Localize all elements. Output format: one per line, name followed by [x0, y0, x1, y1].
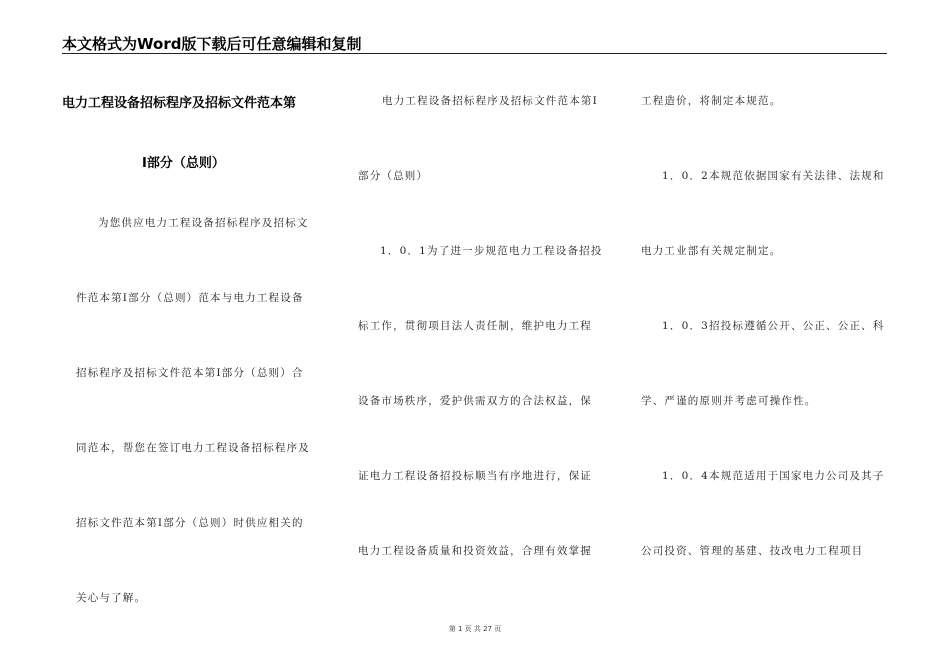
- header-rule: [62, 53, 887, 54]
- doc-title-line2: I部分（总则）: [142, 156, 225, 171]
- col3-line-5: 学、严谨的原则并考虑可操作性。: [641, 395, 817, 407]
- page-number: 第 1 页 共 27 页: [448, 625, 502, 633]
- col3-line-3: 电力工业部有关规定制定。: [641, 245, 782, 257]
- col2-line-6: 证电力工程设备招投标顺当有序地进行，保证: [358, 470, 592, 482]
- col2-line-7: 电力工程设备质量和投资效益，合理有效掌握: [358, 545, 592, 557]
- col1-line-5: 招标文件范本第I部分（总则）时供应相关的: [76, 517, 304, 529]
- col2-line-1: 电力工程设备招标程序及招标文件范本第I: [382, 95, 598, 107]
- col3-line-6: 1．0．4本规范适用于国家电力公司及其子: [662, 470, 885, 482]
- col3-line-7: 公司投资、管理的基建、技改电力工程项目: [641, 545, 864, 557]
- col3-line-2: 1．0．2本规范依据国家有关法律、法规和: [662, 170, 885, 182]
- col1-line-4: 同范本，帮您在签订电力工程设备招标程序及: [76, 442, 310, 454]
- col2-line-2: 部分（总则）: [358, 170, 429, 182]
- col1-line-3: 招标程序及招标文件范本第I部分（总则）合: [76, 367, 304, 379]
- col2-line-3: 1．0．1为了进一步规范电力工程设备招投: [380, 245, 603, 257]
- col2-line-5: 设备市场秩序，爱护供需双方的合法权益，保: [358, 395, 592, 407]
- col1-line-2: 件范本第I部分（总则）范本与电力工程设备: [76, 292, 304, 304]
- col3-line-1: 工程造价，将制定本规范。: [641, 95, 782, 107]
- col1-line-6: 关心与了解。: [76, 592, 147, 604]
- col2-line-4: 标工作，贯彻项目法人责任制，维护电力工程: [358, 320, 592, 332]
- doc-title-line1: 电力工程设备招标程序及招标文件范本第: [62, 96, 297, 111]
- page-header: 本文格式为Word版下载后可任意编辑和复制: [62, 35, 362, 53]
- col3-line-4: 1．0．3招投标遵循公开、公正、公正、科: [662, 320, 885, 332]
- col1-line-1: 为您供应电力工程设备招标程序及招标文: [98, 217, 309, 229]
